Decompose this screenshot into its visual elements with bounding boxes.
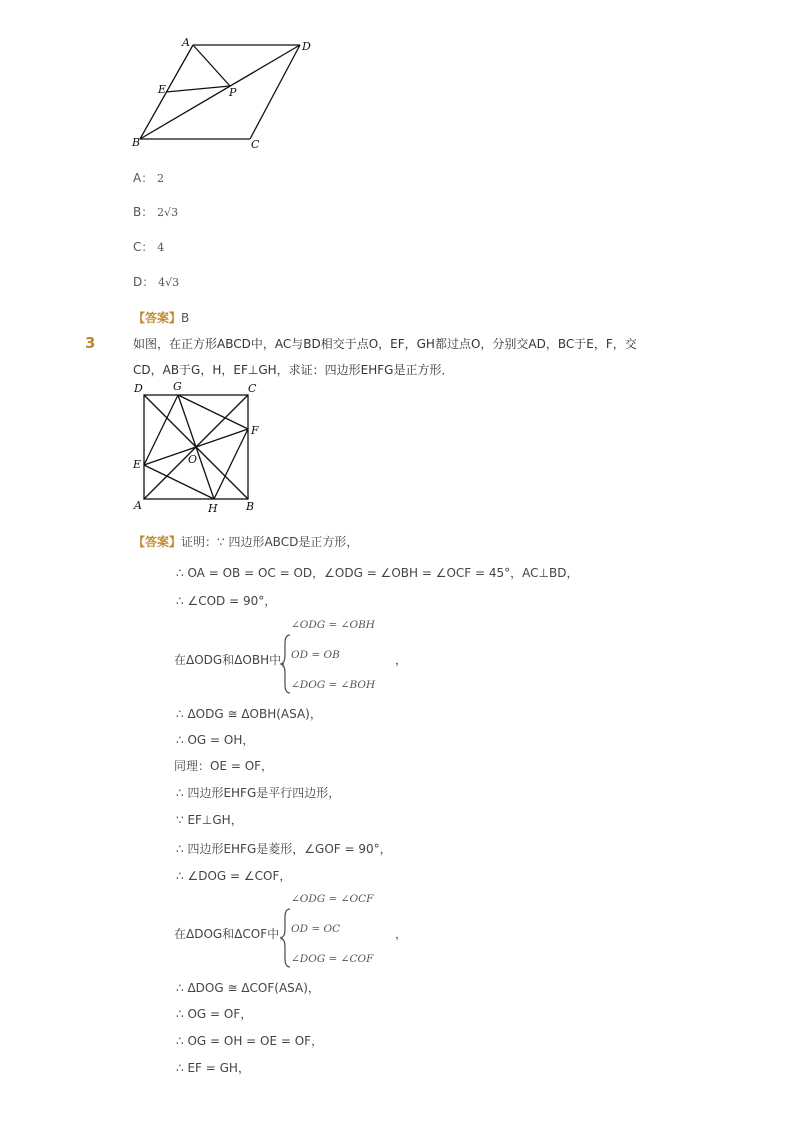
option-a: A： 2: [133, 171, 165, 185]
question-number: 3: [85, 334, 96, 352]
system1-row2: OD = OB: [291, 649, 340, 661]
proof-line-1: ∴ OA = OB = OC = OD，∠ODG = ∠OBH = ∠OCF = 45°，AC⊥BD，: [176, 566, 579, 580]
label-B: B: [132, 136, 141, 149]
label-C: C: [251, 138, 260, 151]
proof-line-9: ∴ ∠DOG = ∠COF，: [176, 869, 292, 883]
label-E: E: [158, 83, 167, 96]
label-D: D: [302, 40, 311, 53]
proof-line-4: ∴ OG = OH，: [176, 733, 255, 747]
label-G: G: [173, 380, 182, 393]
label-E2: E: [133, 458, 142, 471]
system1-row1: ∠ODG = ∠OBH: [291, 619, 375, 631]
label-H: H: [208, 502, 218, 515]
option-d: D： 4√3: [133, 275, 180, 289]
proof-line-2: ∴ ∠COD = 90°，: [176, 594, 277, 608]
proof-line-3: ∴ ΔODG ≅ ΔOBH(ASA)，: [176, 707, 322, 721]
square-figure: [128, 378, 268, 516]
system2-prefix: 在ΔDOG和ΔCOF中，: [174, 927, 292, 941]
option-b: B： 2√3: [133, 205, 179, 219]
label-D2: D: [134, 382, 143, 395]
proof-line-10: ∴ ΔDOG ≅ ΔCOF(ASA)，: [176, 981, 320, 995]
label-A2: A: [134, 499, 142, 512]
system1-row3: ∠DOG = ∠BOH: [291, 679, 376, 691]
system2-row1: ∠ODG = ∠OCF: [291, 893, 374, 905]
parallelogram-figure: [128, 36, 328, 154]
proof-line-8: ∴ 四边形EHFG是菱形，∠GOF = 90°，: [176, 842, 392, 856]
question-text-line2: CD，AB于G，H，EF⊥GH，求证：四边形EHFG是正方形．: [133, 363, 454, 377]
proof-line-6: ∴ 四边形EHFG是平行四边形，: [176, 786, 341, 800]
answer-q2: 【答案】B: [133, 311, 190, 325]
option-c: C： 4: [133, 240, 165, 254]
system2-row3: ∠DOG = ∠COF: [291, 953, 374, 965]
label-O: O: [188, 453, 198, 466]
proof-line-11: ∴ OG = OF，: [176, 1007, 253, 1021]
proof-line-7: ∵ EF⊥GH，: [176, 813, 243, 827]
proof-line-13: ∴ EF = GH，: [176, 1061, 250, 1075]
label-B2: B: [246, 500, 255, 513]
proof-line-12: ∴ OG = OH = OE = OF，: [176, 1034, 324, 1048]
answer-q3-intro: 【答案】证明：∵ 四边形ABCD是正方形，: [133, 535, 359, 549]
label-F: F: [251, 424, 259, 437]
label-C2: C: [248, 382, 257, 395]
system2-suffix: ，: [395, 927, 408, 941]
system1-prefix: 在ΔODG和ΔOBH中，: [174, 653, 294, 667]
label-A: A: [182, 36, 190, 49]
label-P: P: [229, 86, 237, 99]
system1-suffix: ，: [395, 653, 408, 667]
system2-row2: OD = OC: [291, 923, 341, 935]
proof-line-5: 同理：OE = OF，: [174, 759, 274, 773]
question-text-line1: 如图，在正方形ABCD中，AC与BD相交于点O，EF，GH都过点O，分别交AD，BC于E，F，交: [133, 337, 637, 351]
